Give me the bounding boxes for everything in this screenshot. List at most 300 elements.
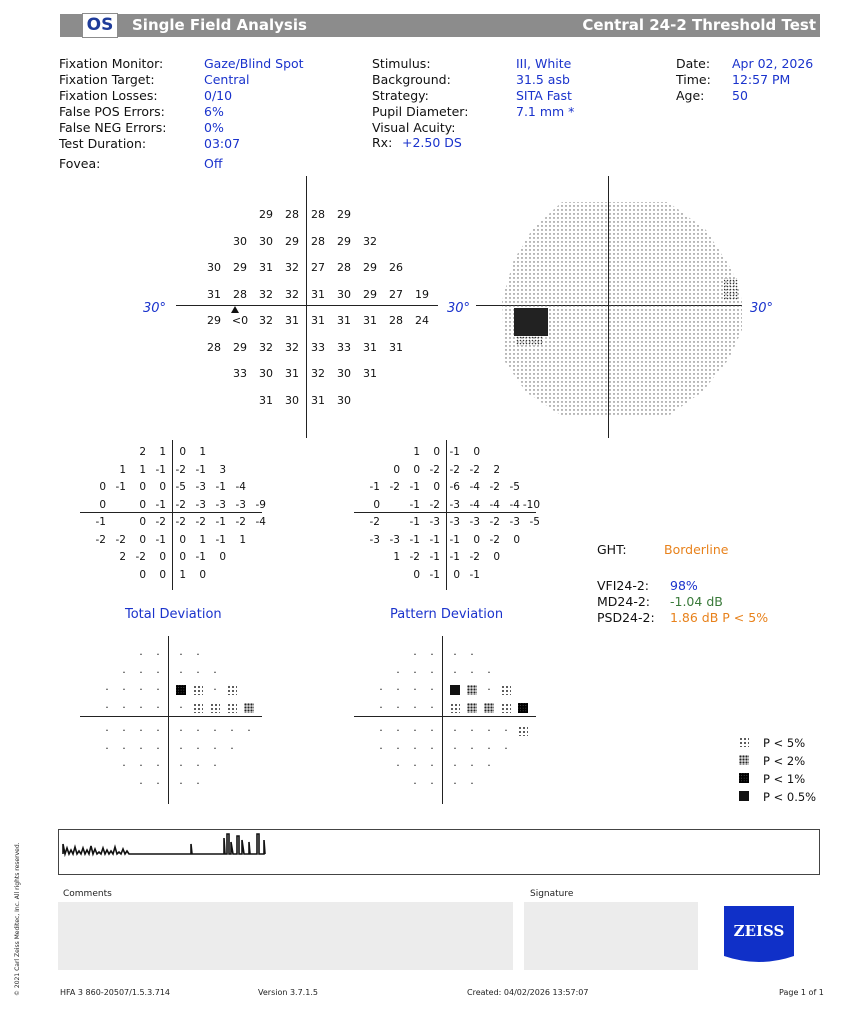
threshold-value: 27 bbox=[389, 287, 403, 301]
probability-p5-symbol bbox=[227, 685, 237, 695]
threshold-value: 27 bbox=[311, 261, 325, 274]
pattern-deviation-value: -1 bbox=[369, 481, 380, 493]
total-deviation-value: -1 bbox=[215, 533, 226, 546]
normal-point-symbol: · bbox=[179, 648, 183, 661]
threshold-value: 32 bbox=[285, 261, 299, 274]
total-deviation-value: -2 bbox=[115, 533, 126, 546]
normal-point-symbol: · bbox=[470, 759, 474, 772]
normal-point-symbol: · bbox=[470, 648, 474, 661]
normal-point-symbol: · bbox=[430, 724, 434, 737]
info-label: Background: bbox=[372, 72, 451, 87]
total-deviation-value: 1 bbox=[159, 446, 166, 458]
threshold-value: 28 bbox=[207, 340, 221, 354]
normal-point-symbol: · bbox=[470, 741, 474, 755]
pd-v-axis bbox=[446, 440, 447, 590]
info-value: 0/10 bbox=[204, 88, 233, 103]
pattern-deviation-value: -2 bbox=[409, 551, 420, 563]
threshold-value: 29 bbox=[337, 234, 351, 248]
normal-point-symbol: · bbox=[139, 648, 143, 661]
psd-label: PSD24-2: bbox=[597, 610, 655, 625]
total-deviation-value: 1 bbox=[179, 568, 186, 581]
normal-point-symbol: · bbox=[179, 700, 183, 714]
threshold-value: 28 bbox=[389, 314, 403, 327]
pattern-deviation-value: -1 bbox=[469, 568, 480, 581]
pattern-deviation-value: 0 bbox=[433, 481, 440, 493]
info-value: 7.1 mm * bbox=[516, 104, 575, 119]
info-label: Strategy: bbox=[372, 88, 429, 103]
pattern-deviation-value: 0 bbox=[433, 446, 440, 458]
pattern-deviation-value: -1 bbox=[449, 533, 460, 546]
normal-point-symbol: · bbox=[122, 665, 126, 679]
normal-point-symbol: · bbox=[504, 724, 508, 737]
total-deviation-value: 3 bbox=[219, 463, 226, 476]
pd-h-axis bbox=[354, 512, 536, 513]
pattern-deviation-value: -2 bbox=[469, 551, 480, 563]
rx-value: +2.50 DS bbox=[402, 135, 462, 150]
threshold-value: 31 bbox=[285, 367, 299, 380]
probability-p2-symbol bbox=[467, 703, 477, 713]
info-value: 50 bbox=[732, 88, 748, 103]
threshold-value: 31 bbox=[285, 314, 299, 327]
info-value: 31.5 asb bbox=[516, 72, 570, 87]
info-value: Apr 02, 2026 bbox=[732, 56, 814, 71]
rx-label: Rx: bbox=[372, 135, 393, 150]
gaze-tracking-graph bbox=[59, 830, 819, 874]
pattern-deviation-value: -2 bbox=[369, 516, 380, 528]
info-label: Age: bbox=[676, 88, 705, 103]
probability-p5-symbol bbox=[450, 703, 460, 713]
pattern-deviation-value: 0 bbox=[413, 568, 420, 581]
normal-point-symbol: · bbox=[379, 683, 383, 696]
legend-label: P < 1% bbox=[763, 772, 806, 786]
info-label: Test Duration: bbox=[59, 136, 147, 151]
total-deviation-value: -2 bbox=[155, 516, 166, 528]
normal-point-symbol: · bbox=[430, 759, 434, 772]
normal-point-symbol: · bbox=[487, 683, 491, 696]
info-value: 12:57 PM bbox=[732, 72, 791, 87]
probability-p2-symbol bbox=[244, 703, 254, 713]
pattern-deviation-value: -3 bbox=[469, 516, 480, 528]
pattern-deviation-value: -4 bbox=[509, 498, 520, 511]
total-deviation-value: -2 bbox=[175, 498, 186, 511]
normal-point-symbol: · bbox=[413, 759, 417, 772]
normal-point-symbol: · bbox=[179, 759, 183, 772]
normal-point-symbol: · bbox=[453, 741, 457, 755]
threshold-value: 29 bbox=[363, 287, 377, 301]
info-label: False NEG Errors: bbox=[59, 120, 167, 135]
total-deviation-value: -1 bbox=[155, 533, 166, 546]
total-deviation-value: -1 bbox=[155, 498, 166, 511]
td-v-axis bbox=[172, 440, 173, 590]
probability-p5-symbol bbox=[518, 726, 528, 736]
total-deviation-value: 1 bbox=[139, 463, 146, 476]
threshold-value: 33 bbox=[311, 340, 325, 354]
pattern-deviation-value: -2 bbox=[469, 463, 480, 476]
svg-text:ZEISS: ZEISS bbox=[733, 922, 785, 940]
copyright-notice: © 2021 Carl Zeiss Meditec, Inc. All rights reserved. bbox=[14, 842, 21, 996]
normal-point-symbol: · bbox=[413, 776, 417, 790]
probability-p05-symbol bbox=[739, 791, 749, 801]
pattern-deviation-value: 1 bbox=[393, 551, 400, 563]
total-deviation-value: 0 bbox=[219, 551, 226, 563]
normal-point-symbol: · bbox=[156, 683, 160, 696]
normal-point-symbol: · bbox=[139, 776, 143, 790]
normal-point-symbol: · bbox=[430, 683, 434, 696]
normal-point-symbol: · bbox=[156, 724, 160, 737]
td-prob-h-axis bbox=[80, 716, 262, 717]
threshold-h-axis bbox=[176, 305, 438, 306]
normal-point-symbol: · bbox=[139, 724, 143, 737]
total-deviation-value: 0 bbox=[139, 516, 146, 528]
info-label: Fixation Losses: bbox=[59, 88, 158, 103]
info-label: Date: bbox=[676, 56, 711, 71]
info-label: Visual Acuity: bbox=[372, 120, 456, 135]
normal-point-symbol: · bbox=[230, 724, 234, 737]
footer-page: Page 1 of 1 bbox=[779, 988, 824, 997]
normal-point-symbol: · bbox=[413, 724, 417, 737]
normal-point-symbol: · bbox=[396, 700, 400, 714]
normal-point-symbol: · bbox=[453, 776, 457, 790]
pattern-deviation-value: -2 bbox=[429, 498, 440, 511]
normal-point-symbol: · bbox=[379, 724, 383, 737]
normal-point-symbol: · bbox=[470, 776, 474, 790]
normal-point-symbol: · bbox=[139, 741, 143, 755]
threshold-value: 30 bbox=[285, 393, 299, 407]
normal-point-symbol: · bbox=[139, 683, 143, 696]
normal-point-symbol: · bbox=[430, 741, 434, 755]
threshold-value: 31 bbox=[311, 287, 325, 301]
footer-created: Created: 04/02/2026 13:57:07 bbox=[467, 988, 589, 997]
normal-point-symbol: · bbox=[379, 741, 383, 755]
threshold-value: 30 bbox=[337, 287, 351, 301]
normal-point-symbol: · bbox=[196, 724, 200, 737]
total-deviation-value: -1 bbox=[215, 516, 226, 528]
pattern-deviation-value: 0 bbox=[373, 498, 380, 511]
threshold-value: 30 bbox=[337, 367, 351, 380]
probability-p1-symbol bbox=[176, 685, 186, 695]
threshold-value: 29 bbox=[363, 261, 377, 274]
blind-spot-marker-icon bbox=[231, 306, 239, 313]
normal-point-symbol: · bbox=[156, 759, 160, 772]
normal-point-symbol: · bbox=[230, 741, 234, 755]
md-value: -1.04 dB bbox=[670, 594, 723, 609]
normal-point-symbol: · bbox=[196, 741, 200, 755]
pattern-deviation-value: -4 bbox=[469, 481, 480, 493]
probability-p2-symbol bbox=[739, 755, 749, 765]
threshold-value: 31 bbox=[259, 261, 273, 274]
total-deviation-title: Total Deviation bbox=[125, 607, 222, 622]
threshold-value: 28 bbox=[311, 234, 325, 248]
normal-point-symbol: · bbox=[396, 759, 400, 772]
normal-point-symbol: · bbox=[122, 741, 126, 755]
pattern-deviation-value: 2 bbox=[493, 463, 500, 476]
threshold-value: 32 bbox=[259, 314, 273, 327]
normal-point-symbol: · bbox=[396, 665, 400, 679]
normal-point-symbol: · bbox=[122, 724, 126, 737]
pattern-deviation-value: -1 bbox=[409, 481, 420, 493]
probability-p5-symbol bbox=[193, 703, 203, 713]
info-label: Stimulus: bbox=[372, 56, 431, 71]
info-label: Pupil Diameter: bbox=[372, 104, 469, 119]
normal-point-symbol: · bbox=[213, 759, 217, 772]
threshold-value: 28 bbox=[311, 208, 325, 221]
normal-point-symbol: · bbox=[487, 759, 491, 772]
normal-point-symbol: · bbox=[396, 683, 400, 696]
info-value: Gaze/Blind Spot bbox=[204, 56, 304, 71]
threshold-axis-right-label: 30° bbox=[447, 301, 471, 316]
probability-p5-symbol bbox=[227, 703, 237, 713]
normal-point-symbol: · bbox=[413, 700, 417, 714]
signature-field[interactable] bbox=[524, 902, 698, 970]
info-value: Central bbox=[204, 72, 250, 87]
threshold-value: 32 bbox=[259, 287, 273, 301]
info-value: 6% bbox=[204, 104, 224, 119]
td-h-axis bbox=[80, 512, 262, 513]
legend-label: P < 0.5% bbox=[763, 790, 817, 804]
total-deviation-value: 2 bbox=[119, 551, 126, 563]
total-deviation-value: 1 bbox=[119, 463, 126, 476]
pattern-deviation-value: -2 bbox=[429, 463, 440, 476]
probability-p1-symbol bbox=[518, 703, 528, 713]
legend-label: P < 2% bbox=[763, 754, 806, 768]
normal-point-symbol: · bbox=[487, 665, 491, 679]
total-deviation-value: 2 bbox=[139, 446, 146, 458]
total-deviation-value: 0 bbox=[179, 533, 186, 546]
pattern-deviation-value: -1 bbox=[429, 533, 440, 546]
info-label: Fovea: bbox=[59, 156, 101, 171]
pattern-deviation-value: -1 bbox=[449, 551, 460, 563]
info-label: Fixation Target: bbox=[59, 72, 155, 87]
total-deviation-value: -4 bbox=[235, 481, 246, 493]
normal-point-symbol: · bbox=[122, 683, 126, 696]
normal-point-symbol: · bbox=[105, 683, 109, 696]
threshold-value: 31 bbox=[363, 314, 377, 327]
normal-point-symbol: · bbox=[430, 665, 434, 679]
normal-point-symbol: · bbox=[430, 700, 434, 714]
info-value: 03:07 bbox=[204, 136, 241, 151]
normal-point-symbol: · bbox=[196, 648, 200, 661]
threshold-value: 29 bbox=[259, 208, 273, 221]
total-deviation-value: -3 bbox=[195, 481, 206, 493]
normal-point-symbol: · bbox=[213, 683, 217, 696]
normal-point-symbol: · bbox=[247, 724, 251, 737]
threshold-value: 30 bbox=[337, 393, 351, 407]
threshold-value: 31 bbox=[363, 367, 377, 380]
total-deviation-value: -2 bbox=[195, 516, 206, 528]
threshold-value: 31 bbox=[311, 314, 325, 327]
pattern-deviation-value: 0 bbox=[453, 568, 460, 581]
threshold-value: 31 bbox=[207, 287, 221, 301]
pattern-deviation-value: -3 bbox=[449, 498, 460, 511]
total-deviation-value: 0 bbox=[179, 551, 186, 563]
vfi-label: VFI24-2: bbox=[597, 578, 650, 593]
total-deviation-value: 1 bbox=[199, 533, 206, 546]
threshold-value: 31 bbox=[337, 314, 351, 327]
threshold-value: 33 bbox=[233, 367, 247, 380]
normal-point-symbol: · bbox=[156, 776, 160, 790]
total-deviation-value: 0 bbox=[159, 568, 166, 581]
vfi-value: 98% bbox=[670, 578, 698, 593]
probability-p5-symbol bbox=[501, 685, 511, 695]
normal-point-symbol: · bbox=[504, 741, 508, 755]
normal-point-symbol: · bbox=[213, 665, 217, 679]
pattern-deviation-value: 0 bbox=[413, 463, 420, 476]
normal-point-symbol: · bbox=[453, 665, 457, 679]
total-deviation-value: -2 bbox=[95, 533, 106, 546]
threshold-value: 30 bbox=[259, 367, 273, 380]
td-prob-v-axis bbox=[168, 636, 169, 804]
total-deviation-value: -1 bbox=[215, 481, 226, 493]
total-deviation-value: -9 bbox=[255, 498, 266, 511]
normal-point-symbol: · bbox=[213, 724, 217, 737]
threshold-value: 29 bbox=[233, 340, 247, 354]
pattern-deviation-value: -3 bbox=[449, 516, 460, 528]
probability-p2-symbol bbox=[467, 685, 477, 695]
threshold-value: 30 bbox=[259, 234, 273, 248]
total-deviation-value: -2 bbox=[175, 463, 186, 476]
ght-label: GHT: bbox=[597, 542, 627, 557]
pattern-deviation-value: -1 bbox=[409, 498, 420, 511]
probability-p1-symbol bbox=[739, 773, 749, 783]
pattern-deviation-value: -1 bbox=[429, 551, 440, 563]
pattern-deviation-value: -2 bbox=[489, 533, 500, 546]
legend-label: P < 5% bbox=[763, 736, 806, 750]
signature-label: Signature bbox=[530, 889, 574, 899]
total-deviation-value: 0 bbox=[179, 446, 186, 458]
info-value: 0% bbox=[204, 120, 224, 135]
threshold-value: 28 bbox=[337, 261, 351, 274]
total-deviation-value: -1 bbox=[115, 481, 126, 493]
normal-point-symbol: · bbox=[413, 665, 417, 679]
normal-point-symbol: · bbox=[379, 700, 383, 714]
threshold-value: <0 bbox=[231, 314, 249, 327]
normal-point-symbol: · bbox=[105, 700, 109, 714]
eye-badge: OS bbox=[82, 13, 118, 38]
threshold-value: 29 bbox=[233, 261, 247, 274]
pattern-deviation-value: -5 bbox=[509, 481, 520, 493]
pattern-deviation-title: Pattern Deviation bbox=[390, 607, 504, 622]
total-deviation-value: 1 bbox=[239, 533, 246, 546]
normal-point-symbol: · bbox=[156, 700, 160, 714]
pattern-deviation-value: 0 bbox=[393, 463, 400, 476]
pattern-deviation-value: 0 bbox=[513, 533, 520, 546]
total-deviation-value: -1 bbox=[155, 463, 166, 476]
normal-point-symbol: · bbox=[105, 741, 109, 755]
total-deviation-value: -4 bbox=[255, 516, 266, 528]
total-deviation-value: 0 bbox=[159, 551, 166, 563]
normal-point-symbol: · bbox=[470, 724, 474, 737]
total-deviation-value: 0 bbox=[159, 481, 166, 493]
normal-point-symbol: · bbox=[213, 741, 217, 755]
grayscale-field-plot bbox=[480, 180, 750, 442]
normal-point-symbol: · bbox=[179, 741, 183, 755]
normal-point-symbol: · bbox=[413, 741, 417, 755]
pattern-deviation-value: -4 bbox=[489, 498, 500, 511]
total-deviation-value: -1 bbox=[95, 516, 106, 528]
normal-point-symbol: · bbox=[122, 700, 126, 714]
threshold-value: 32 bbox=[311, 367, 325, 380]
pattern-deviation-value: 0 bbox=[493, 551, 500, 563]
comments-field[interactable] bbox=[58, 902, 513, 970]
threshold-value: 28 bbox=[285, 208, 299, 221]
pattern-deviation-value: -2 bbox=[489, 516, 500, 528]
pattern-deviation-value: 0 bbox=[473, 533, 480, 546]
threshold-value: 32 bbox=[285, 287, 299, 301]
total-deviation-value: 0 bbox=[139, 498, 146, 511]
pattern-deviation-value: 0 bbox=[473, 446, 480, 458]
info-value: III, White bbox=[516, 56, 572, 71]
pattern-deviation-value: -10 bbox=[522, 498, 540, 511]
pd-prob-h-axis bbox=[354, 716, 536, 717]
normal-point-symbol: · bbox=[179, 776, 183, 790]
threshold-value: 29 bbox=[337, 208, 351, 221]
total-deviation-value: -2 bbox=[175, 516, 186, 528]
probability-p05-symbol bbox=[450, 685, 460, 695]
comments-label: Comments bbox=[63, 889, 112, 899]
threshold-value: 31 bbox=[311, 393, 325, 407]
total-deviation-value: -3 bbox=[195, 498, 206, 511]
normal-point-symbol: · bbox=[487, 724, 491, 737]
pattern-deviation-value: -1 bbox=[409, 533, 420, 546]
threshold-value: 30 bbox=[233, 234, 247, 248]
pattern-deviation-value: -4 bbox=[469, 498, 480, 511]
threshold-value: 24 bbox=[415, 314, 429, 327]
total-deviation-value: -1 bbox=[195, 463, 206, 476]
pattern-deviation-value: -3 bbox=[369, 533, 380, 546]
probability-p5-symbol bbox=[739, 737, 749, 747]
normal-point-symbol: · bbox=[179, 665, 183, 679]
pattern-deviation-value: -3 bbox=[509, 516, 520, 528]
normal-point-symbol: · bbox=[156, 665, 160, 679]
gaze-tracking-box bbox=[58, 829, 820, 875]
threshold-value: 31 bbox=[389, 340, 403, 354]
normal-point-symbol: · bbox=[470, 665, 474, 679]
threshold-value: 31 bbox=[363, 340, 377, 354]
pattern-deviation-value: -2 bbox=[389, 481, 400, 493]
normal-point-symbol: · bbox=[453, 759, 457, 772]
pattern-deviation-value: -1 bbox=[409, 516, 420, 528]
report-title: Single Field Analysis bbox=[132, 16, 307, 34]
total-deviation-value: 1 bbox=[199, 446, 206, 458]
pd-prob-v-axis bbox=[442, 636, 443, 804]
normal-point-symbol: · bbox=[430, 776, 434, 790]
total-deviation-value: 0 bbox=[139, 533, 146, 546]
threshold-value: 32 bbox=[259, 340, 273, 354]
total-deviation-value: 0 bbox=[199, 568, 206, 581]
pattern-deviation-value: -3 bbox=[429, 516, 440, 528]
threshold-value: 32 bbox=[285, 340, 299, 354]
threshold-axis-left-label: 30° bbox=[143, 301, 167, 316]
total-deviation-value: -1 bbox=[195, 551, 206, 563]
pattern-deviation-value: -2 bbox=[449, 463, 460, 476]
pattern-deviation-value: -1 bbox=[429, 568, 440, 581]
normal-point-symbol: · bbox=[396, 724, 400, 737]
normal-point-symbol: · bbox=[430, 648, 434, 661]
normal-point-symbol: · bbox=[139, 665, 143, 679]
pattern-deviation-value: -1 bbox=[449, 446, 460, 458]
normal-point-symbol: · bbox=[453, 648, 457, 661]
normal-point-symbol: · bbox=[139, 700, 143, 714]
normal-point-symbol: · bbox=[196, 776, 200, 790]
probability-p5-symbol bbox=[210, 703, 220, 713]
total-deviation-value: -2 bbox=[135, 551, 146, 563]
normal-point-symbol: · bbox=[122, 759, 126, 772]
total-deviation-value: -3 bbox=[235, 498, 246, 511]
threshold-value: 26 bbox=[389, 261, 403, 274]
info-label: Time: bbox=[676, 72, 711, 87]
grayscale-axis-right-label: 30° bbox=[750, 301, 774, 316]
threshold-value: 33 bbox=[337, 340, 351, 354]
